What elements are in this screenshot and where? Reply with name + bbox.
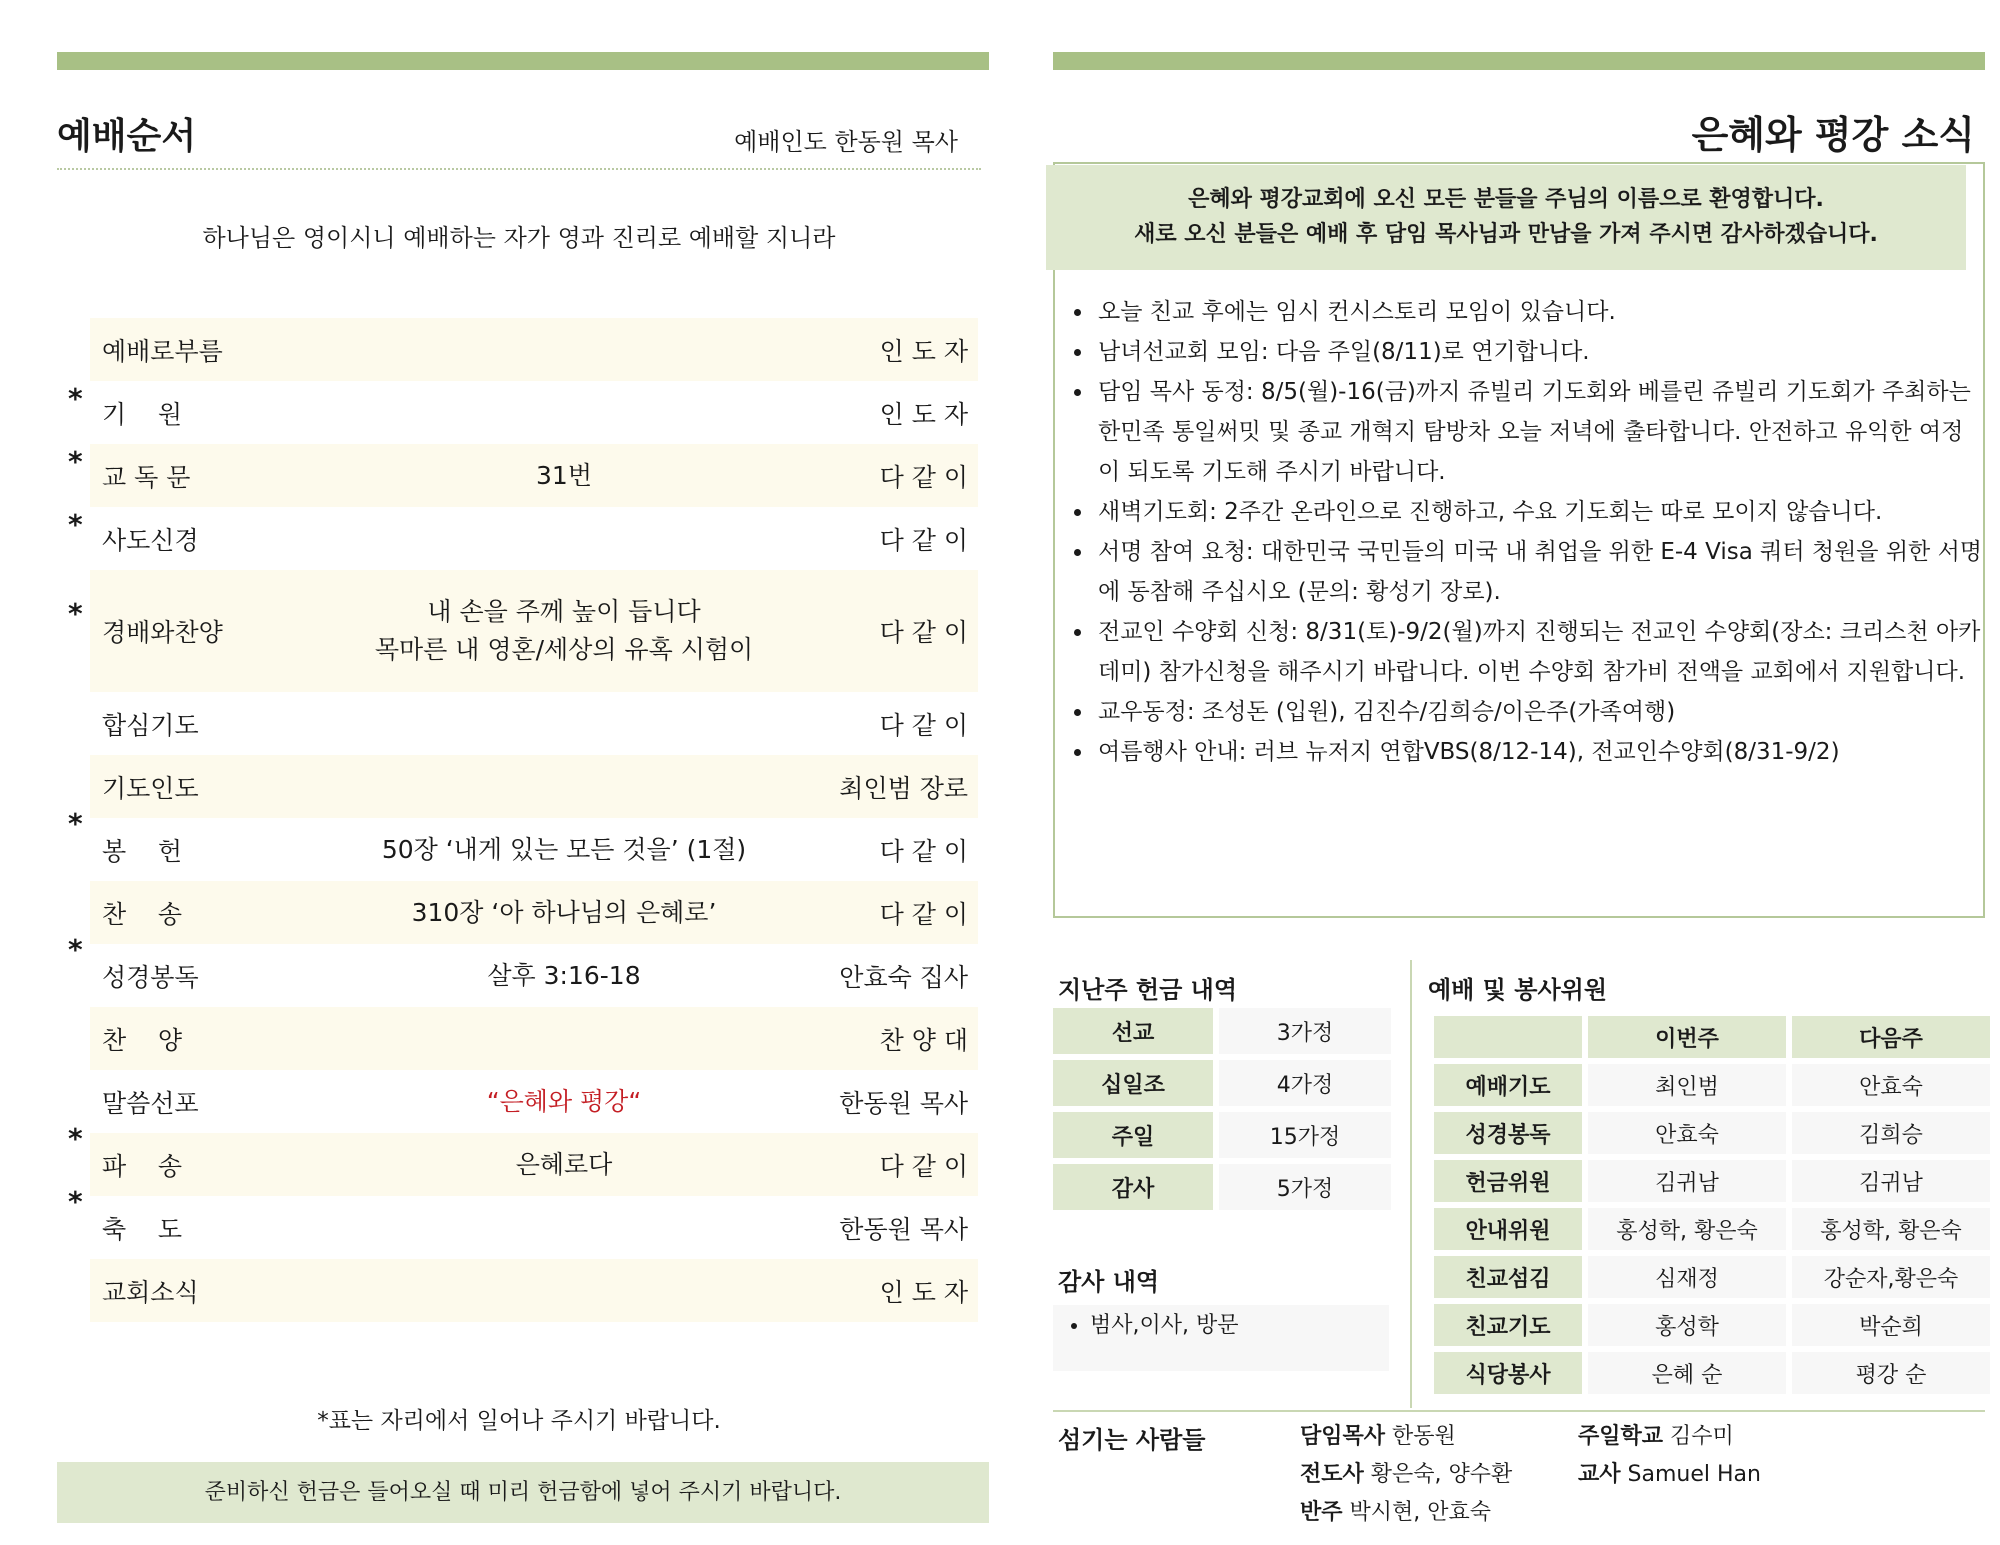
stand-marker: *	[68, 445, 83, 478]
worship-order-title: 예배순서	[57, 116, 197, 157]
servers-sunday-school: 주일학교 김수미	[1578, 1424, 1734, 1449]
worship-row	[68, 933, 978, 1007]
news-item: • 전교인 수양회 신청: 8/31(토)-9/2(월)까지 진행되는 전교인 수양회(장소: 크리스천 아카데미) 참가신청을 해주시기 바랍니다. 이번 수양회 참가비 전액을 교회에서 지원합니다.	[1094, 612, 1984, 692]
servers-accompanist: 반주 박시현, 안효숙	[1300, 1500, 1492, 1525]
stand-marker: *	[68, 1122, 83, 1155]
servers-col-2	[1578, 1418, 1761, 1494]
worship-row	[68, 507, 978, 570]
bottom-divider	[1053, 1410, 1985, 1412]
servers-teacher: 교사 Samuel Han	[1578, 1462, 1761, 1487]
service-row	[1434, 1112, 1990, 1154]
giving-label: 선교	[1053, 1008, 1213, 1054]
worship-item-person: 인 도 자	[879, 336, 968, 366]
service-role: 친교기도	[1434, 1304, 1582, 1346]
worship-row	[68, 381, 978, 444]
news-item: • 교우동정: 조성돈 (입원), 김진수/김희승/이은주(가족여행)	[1094, 692, 1984, 732]
giving-table	[1053, 1002, 1391, 1216]
worship-item-name: 기 원	[102, 399, 183, 429]
title-divider	[57, 168, 981, 170]
worship-row	[68, 1185, 978, 1259]
welcome-line-1: 은혜와 평강교회에 오신 모든 분들을 주님의 이름으로 환영합니다.	[1188, 187, 1824, 212]
worship-leader: 예배인도 한동원 목사	[734, 128, 958, 156]
worship-item-detail: 은혜로다	[515, 1149, 613, 1179]
left-header-bar	[57, 52, 989, 70]
service-header: 다음주	[1792, 1016, 1990, 1058]
giving-value: 3가정	[1213, 1008, 1391, 1054]
stand-marker: *	[68, 508, 83, 541]
worship-item-name: 찬 송	[102, 899, 183, 929]
servers-pastor: 담임목사 한동원	[1300, 1424, 1456, 1449]
worship-row	[90, 881, 978, 944]
service-this-week: 안효숙	[1588, 1112, 1786, 1154]
worship-item-person: 안효숙 집사	[839, 962, 968, 992]
service-role: 예배기도	[1434, 1064, 1582, 1106]
news-item: • 남녀선교회 모임: 다음 주일(8/11)로 연기합니다.	[1094, 332, 1984, 372]
service-this-week: 홍성학	[1588, 1304, 1786, 1346]
worship-item-name: 교 독 문	[102, 462, 191, 492]
news-item: • 여름행사 안내: 러브 뉴저지 연합VBS(8/12-14), 전교인수양회(8/31-9/2)	[1094, 732, 1984, 772]
servers-title: 섬기는 사람들	[1058, 1426, 1206, 1454]
service-next-week: 평강 순	[1792, 1352, 1990, 1394]
service-role: 식당봉사	[1434, 1352, 1582, 1394]
service-table	[1428, 1010, 1996, 1400]
worship-item-name: 교회소식	[102, 1277, 199, 1307]
service-role: 헌금위원	[1434, 1160, 1582, 1202]
service-next-week: 박순희	[1792, 1304, 1990, 1346]
worship-item-person: 다 같 이	[879, 1151, 968, 1181]
worship-item-name: 합심기도	[102, 710, 199, 740]
welcome-banner	[1046, 165, 1966, 270]
worship-row	[68, 807, 978, 881]
worship-item-name: 사도신경	[102, 525, 199, 555]
service-row	[1434, 1256, 1990, 1298]
thanks-item: • 범사,이사, 방문	[1090, 1308, 1239, 1344]
worship-item-name: 예배로부름	[102, 336, 223, 366]
giving-value: 15가정	[1213, 1112, 1391, 1158]
worship-item-detail: “은혜와 평강“	[486, 1086, 642, 1116]
service-next-week: 김희승	[1792, 1112, 1990, 1154]
service-this-week: 은혜 순	[1588, 1352, 1786, 1394]
standing-note: *표는 자리에서 일어나 주시기 바랍니다.	[317, 1408, 721, 1434]
right-header-bar	[1053, 52, 1985, 70]
worship-item-detail: 살후 3:16-18	[487, 960, 641, 990]
giving-label: 감사	[1053, 1164, 1213, 1210]
service-header-blank	[1434, 1016, 1582, 1058]
service-role: 친교섬김	[1434, 1256, 1582, 1298]
service-this-week: 최인범	[1588, 1064, 1786, 1106]
thanks-title: 감사 내역	[1058, 1268, 1160, 1296]
stand-marker: *	[68, 597, 83, 630]
service-row	[1434, 1352, 1990, 1394]
stand-marker: *	[68, 807, 83, 840]
worship-item-person: 다 같 이	[879, 462, 968, 492]
news-title: 은혜와 평강 소식	[1691, 113, 1975, 157]
news-item: • 서명 참여 요청: 대한민국 국민들의 미국 내 취업을 위한 E-4 Visa 쿼터 청원을 위한 서명에 동참해 주십시오 (문의: 황성기 장로).	[1094, 532, 1984, 612]
giving-label: 십일조	[1053, 1060, 1213, 1106]
news-item: • 오늘 친교 후에는 임시 컨시스토리 모임이 있습니다.	[1094, 292, 1984, 332]
service-next-week: 홍성학, 황은숙	[1792, 1208, 1990, 1250]
service-this-week: 홍성학, 황은숙	[1588, 1208, 1786, 1250]
worship-row	[68, 444, 978, 507]
servers-evangelist: 전도사 황은숙, 양수환	[1300, 1462, 1513, 1487]
worship-item-person: 다 같 이	[879, 710, 968, 740]
worship-item-name: 파 송	[102, 1151, 183, 1181]
worship-item-detail: 50장 ‘내게 있는 모든 것을’ (1절)	[381, 834, 747, 864]
worship-item-detail: 310장 ‘아 하나님의 은혜로’	[411, 897, 717, 927]
giving-row	[1053, 1060, 1391, 1106]
service-row	[1434, 1064, 1990, 1106]
thanks-list	[1068, 1308, 1239, 1344]
news-item: • 새벽기도회: 2주간 온라인으로 진행하고, 수요 기도회는 따로 모이지 않습니다.	[1094, 492, 1984, 532]
worship-item-name: 경배와찬양	[102, 618, 223, 647]
worship-order-list	[68, 318, 978, 1322]
service-row	[1434, 1304, 1990, 1346]
stand-marker: *	[68, 382, 83, 415]
news-list	[1068, 292, 1984, 772]
worship-row	[68, 570, 978, 692]
worship-item-name: 기도인도	[102, 773, 199, 803]
giving-label: 주일	[1053, 1112, 1213, 1158]
service-this-week: 김귀남	[1588, 1160, 1786, 1202]
worship-row	[90, 318, 978, 381]
giving-value: 4가정	[1213, 1060, 1391, 1106]
worship-item-person: 찬 양 대	[879, 1025, 968, 1055]
worship-item-person: 다 같 이	[879, 525, 968, 555]
worship-item-person: 인 도 자	[879, 1277, 968, 1307]
service-next-week: 김귀남	[1792, 1160, 1990, 1202]
worship-item-person: 다 같 이	[879, 618, 968, 647]
giving-value: 5가정	[1213, 1164, 1391, 1210]
service-role: 성경봉독	[1434, 1112, 1582, 1154]
worship-item-person: 다 같 이	[879, 899, 968, 929]
stand-marker: *	[68, 933, 83, 966]
worship-item-person: 한동원 목사	[839, 1214, 968, 1244]
worship-item-person: 최인범 장로	[839, 773, 968, 803]
stand-marker: *	[68, 1185, 83, 1218]
worship-row	[90, 1007, 978, 1070]
worship-row	[68, 1122, 978, 1196]
giving-row	[1053, 1164, 1391, 1210]
service-header: 이번주	[1588, 1016, 1786, 1058]
worship-item-name: 성경봉독	[102, 962, 199, 992]
worship-row	[90, 692, 978, 755]
service-this-week: 심재정	[1588, 1256, 1786, 1298]
worship-item-name: 찬 양	[102, 1025, 183, 1055]
service-header-row	[1434, 1016, 1990, 1058]
worship-item-detail: 31번	[536, 460, 592, 490]
servers-col-1	[1300, 1418, 1512, 1532]
worship-item-name: 축 도	[102, 1214, 183, 1244]
service-role: 안내위원	[1434, 1208, 1582, 1250]
worship-item-person: 다 같 이	[879, 836, 968, 866]
giving-row	[1053, 1008, 1391, 1054]
giving-title: 지난주 헌금 내역	[1058, 976, 1237, 1004]
service-next-week: 안효숙	[1792, 1064, 1990, 1106]
service-row	[1434, 1160, 1990, 1202]
column-divider	[1410, 960, 1412, 1408]
service-title: 예배 및 봉사위원	[1428, 976, 1607, 1004]
offering-note: 준비하신 헌금은 들어오실 때 미리 헌금함에 넣어 주시기 바랍니다.	[57, 1462, 989, 1523]
worship-item-name: 말씀선포	[102, 1088, 199, 1118]
worship-row	[90, 1070, 978, 1133]
welcome-line-2: 새로 오신 분들은 예배 후 담임 목사님과 만남을 가져 주시면 감사하겠습니다.	[1134, 222, 1878, 247]
worship-row	[90, 1259, 978, 1322]
giving-row	[1053, 1112, 1391, 1158]
worship-item-person: 한동원 목사	[839, 1088, 968, 1118]
news-item: • 담임 목사 동정: 8/5(월)-16(금)까지 쥬빌리 기도회와 베를린 쥬빌리 기도회가 주최하는 한민족 통일써밋 및 종교 개혁지 탐방차 오늘 저녁에 출타합니다. 안전하고 유익한 여정이 되도록 기도해 주시기 바랍니다.	[1094, 372, 1984, 492]
service-row	[1434, 1208, 1990, 1250]
scripture-verse: 하나님은 영이시니 예배하는 자가 영과 진리로 예배할 지니라	[202, 224, 836, 252]
worship-row	[90, 755, 978, 818]
service-next-week: 강순자,황은숙	[1792, 1256, 1990, 1298]
worship-item-name: 봉 헌	[102, 836, 183, 866]
worship-item-detail: 내 손을 주께 높이 듭니다 목마른 내 영혼/세상의 유혹 시험이	[374, 597, 754, 664]
worship-item-person: 인 도 자	[879, 399, 968, 429]
